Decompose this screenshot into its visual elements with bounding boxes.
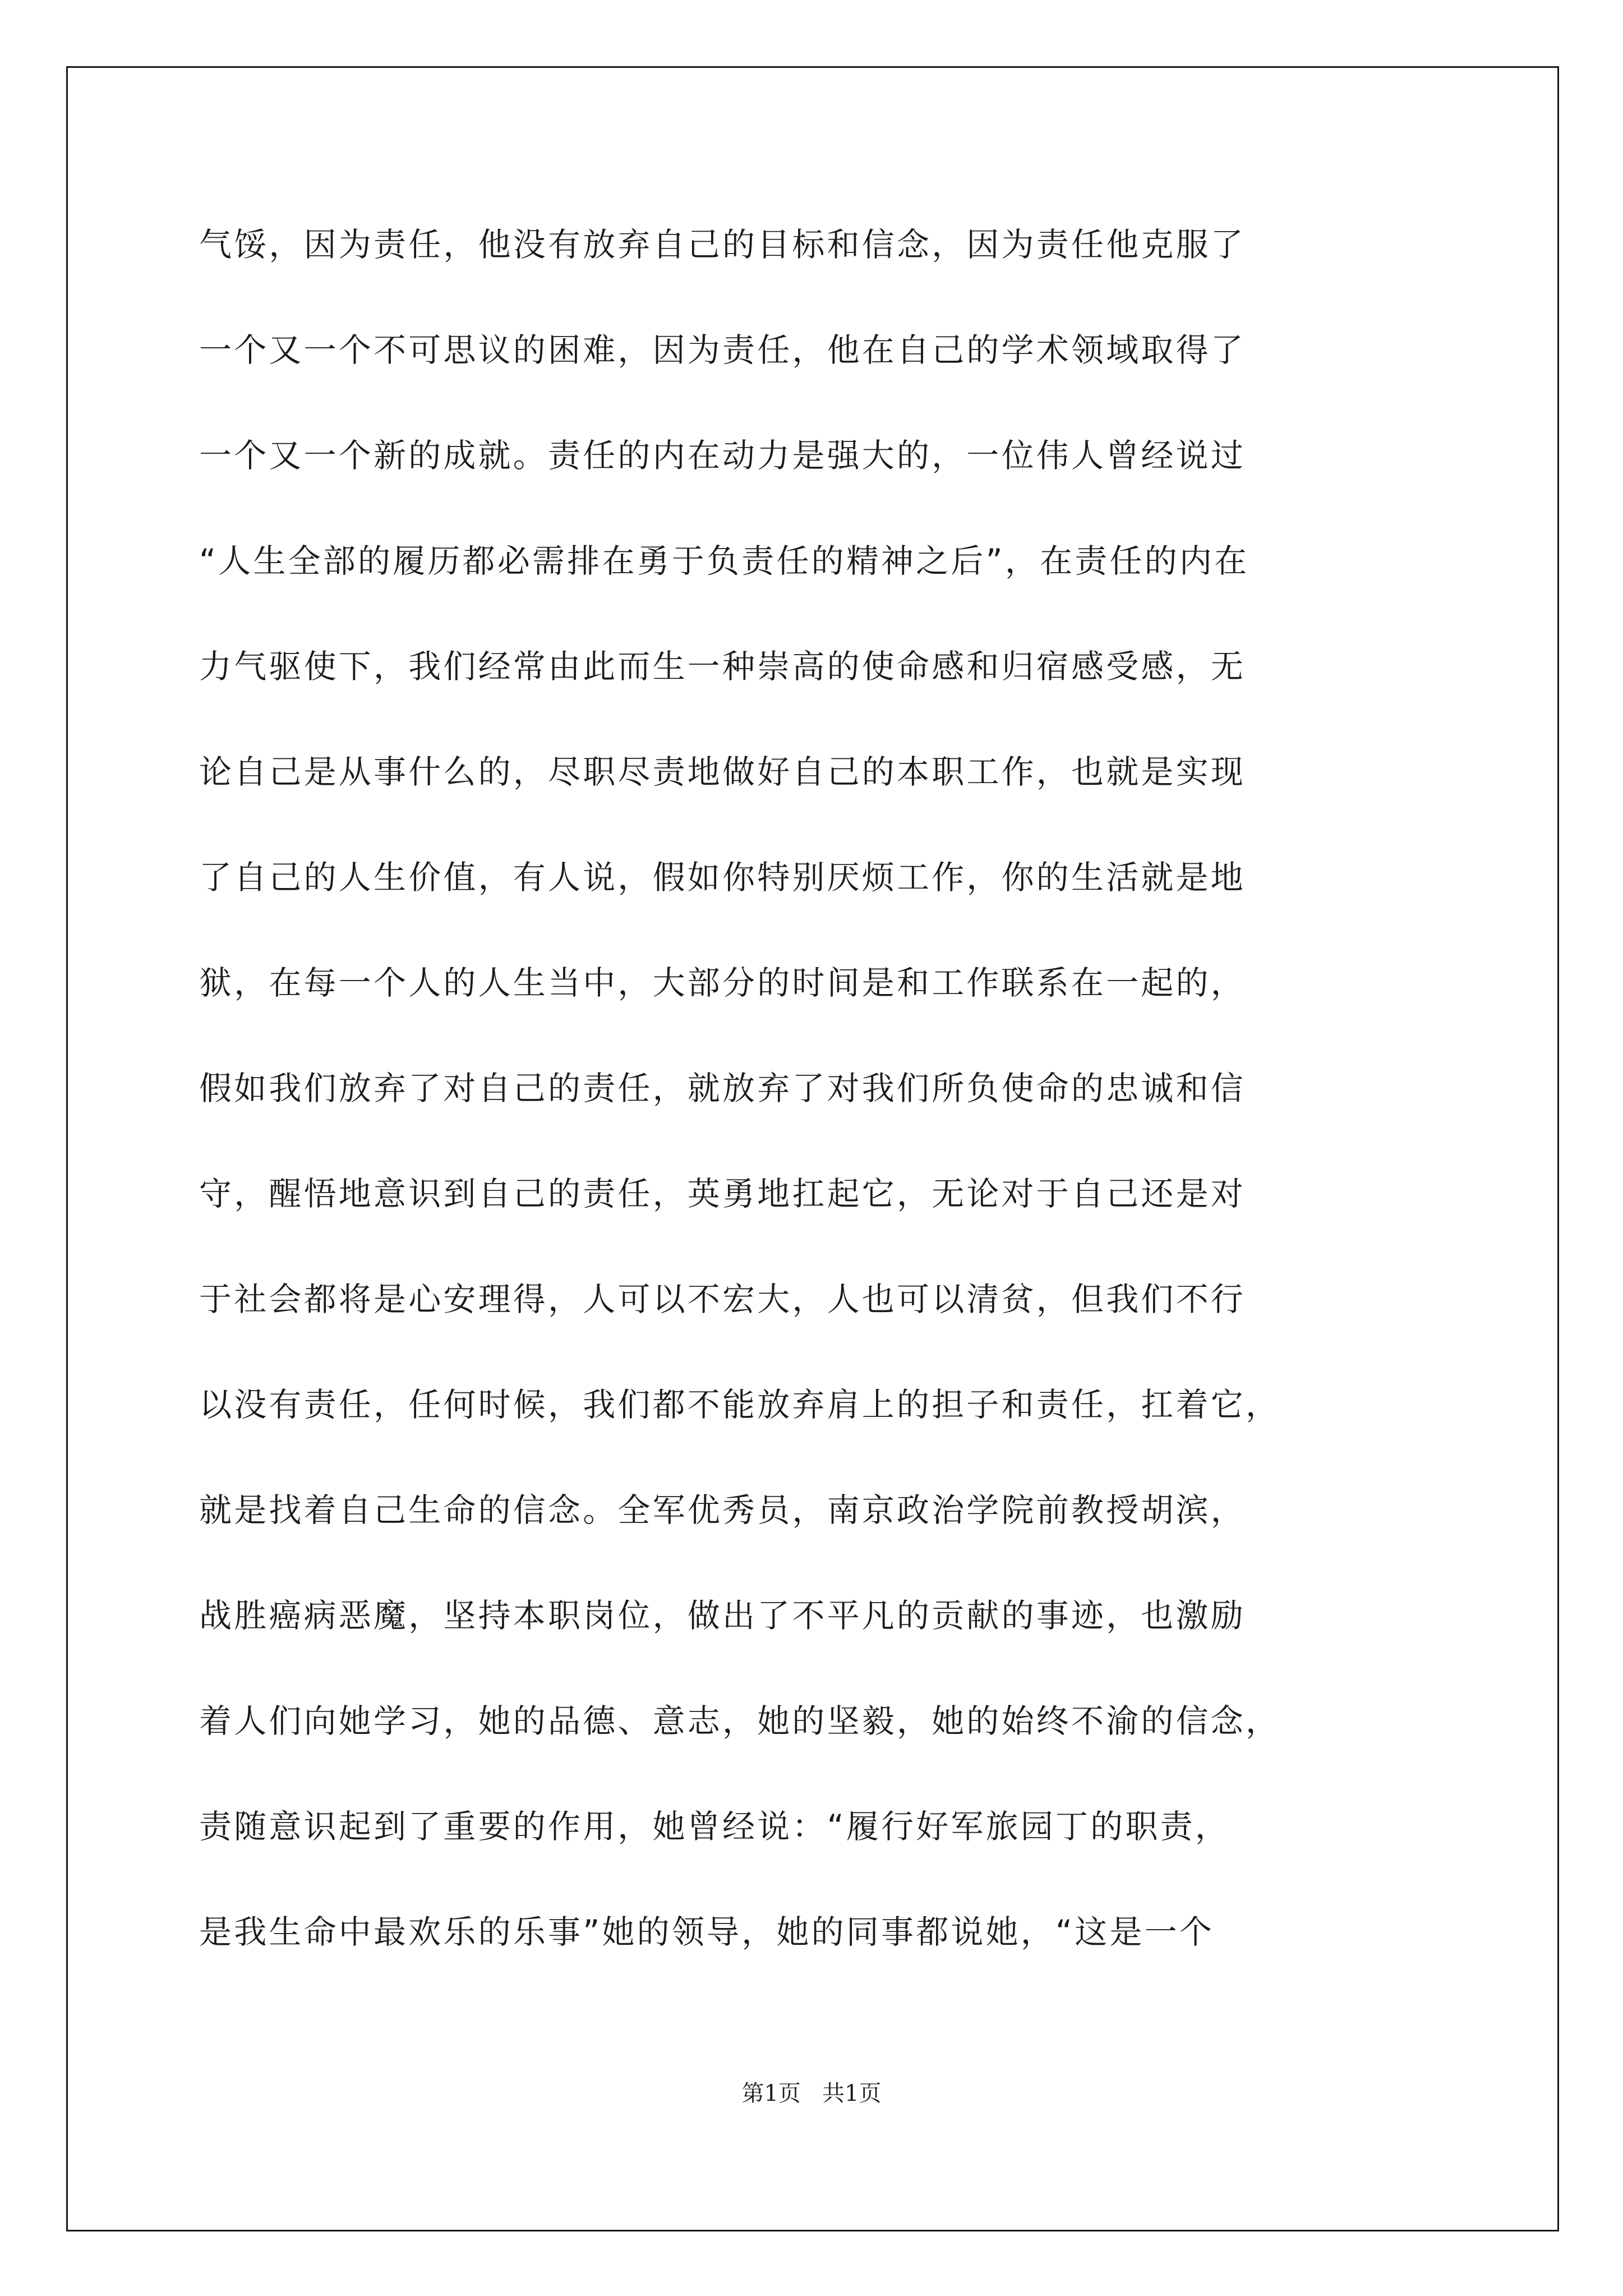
text-line: “人生全部的履历都必需排在勇于负责任的精神之后”，在责任的内在: [199, 542, 1249, 580]
text-line: 就是找着自己生命的信念。全军优秀员，南京政治学院前教授胡滨，: [199, 1491, 1246, 1529]
text-line: 一个又一个新的成就。责任的内在动力是强大的，一位伟人曾经说过: [199, 436, 1246, 475]
text-line: 狱，在每一个人的人生当中，大部分的时间是和工作联系在一起的，: [199, 964, 1246, 1002]
text-line: 以没有责任，任何时候，我们都不能放弃肩上的担子和责任，扛着它，: [199, 1386, 1281, 1424]
text-line: 于社会都将是心安理得，人可以不宏大，人也可以清贫，但我们不行: [199, 1280, 1246, 1318]
text-line: 守，醒悟地意识到自己的责任，英勇地扛起它，无论对于自己还是对: [199, 1175, 1246, 1213]
text-line: 一个又一个不可思议的困难，因为责任，他在自己的学术领域取得了: [199, 331, 1246, 369]
page-number-footer: 第1页 共1页: [741, 2081, 882, 2106]
text-line: 是我生命中最欢乐的乐事”她的领导，她的同事都说她，“这是一个: [199, 1913, 1215, 1951]
text-line: 力气驱使下，我们经常由此而生一种崇高的使命感和归宿感受感，无: [199, 647, 1246, 685]
text-line: 着人们向她学习，她的品德、意志，她的坚毅，她的始终不渝的信念，: [199, 1702, 1281, 1740]
text-line: 论自己是从事什么的，尽职尽责地做好自己的本职工作，也就是实现: [199, 753, 1246, 791]
text-line: 气馁，因为责任，他没有放弃自己的目标和信念，因为责任他克服了: [199, 226, 1246, 264]
text-line: 责随意识起到了重要的作用，她曾经说：“履行好军旅园丁的职责，: [199, 1807, 1230, 1846]
text-line: 了自己的人生价值，有人说，假如你特别厌烦工作，你的生活就是地: [199, 858, 1246, 896]
text-line: 战胜癌病恶魔，坚持本职岗位，做出了不平凡的贡献的事迹，也激励: [199, 1596, 1246, 1635]
body-text: [199, 211, 1450, 2004]
text-line: 假如我们放弃了对自己的责任，就放弃了对我们所负使命的忠诚和信: [199, 1069, 1246, 1107]
